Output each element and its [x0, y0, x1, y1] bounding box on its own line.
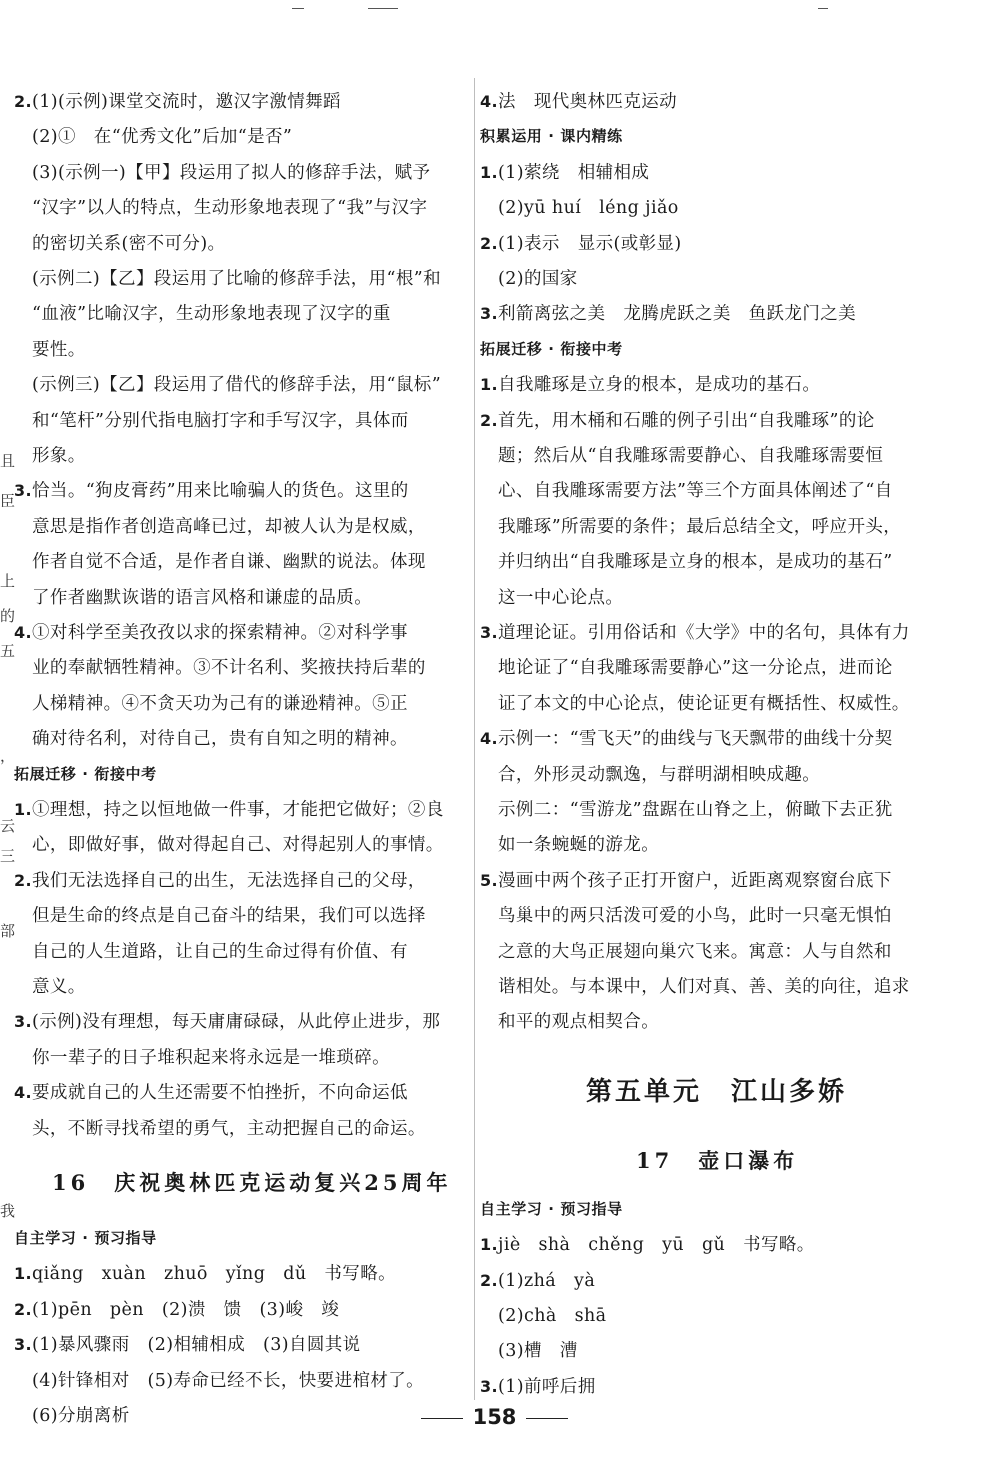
answer-line — [14, 974, 86, 1000]
answer-line — [14, 832, 444, 858]
column-divider — [474, 78, 475, 1400]
answer-text: 作者自觉不合适，是作者自谦、幽默的说法。体现 — [32, 552, 426, 573]
answer-line — [480, 620, 910, 646]
answer-line — [480, 1232, 815, 1258]
item-number: 4. — [480, 92, 499, 111]
answer-line — [480, 939, 892, 965]
answer-text: 要性。 — [32, 339, 86, 360]
answer-text: (2)的国家 — [498, 269, 578, 289]
answer-line — [14, 1261, 396, 1287]
item-number: 4. — [14, 1083, 33, 1103]
section-heading: 拓展迁移 · 衔接中考 — [480, 339, 623, 358]
answer-line — [14, 195, 427, 221]
top-mark — [368, 8, 398, 11]
answer-text: 示例二：“雪游龙”盘踞在山脊之上，俯瞰下去正犹 — [498, 800, 893, 820]
answer-line — [480, 301, 856, 327]
answer-line — [480, 762, 820, 788]
answer-text: 了作者幽默诙谐的语言风格和谦虚的品质。 — [32, 587, 373, 608]
answer-text: 自我雕琢是立身的根本，是成功的基石。 — [498, 375, 821, 396]
section-heading: 自主学习 · 预习指导 — [480, 1199, 623, 1218]
answer-text: (3)槽 漕 — [498, 1341, 578, 1362]
item-number: 2. — [14, 1299, 33, 1319]
answer-line — [480, 372, 820, 398]
item-number: 4. — [14, 623, 33, 642]
item-number: 3. — [14, 1335, 33, 1355]
answer-text: 首先，用木桶和石雕的例子引出“自我雕琢”的论 — [498, 410, 875, 431]
answer-text: (1)(示例)课堂交流时，邀汉字激情舞蹈 — [32, 92, 341, 112]
answer-line — [14, 691, 408, 717]
answer-text: jiè shà chěng yū gǔ 书写略。 — [498, 1235, 815, 1256]
item-number: 3. — [480, 1376, 499, 1396]
item-number: 3. — [480, 623, 499, 642]
chapter-title: 17 壶口瀑布 — [636, 1147, 799, 1173]
answer-text: 你一辈子的日子堆积起来将永远是一堆琐碎。 — [32, 1047, 390, 1068]
item-number: 2. — [14, 870, 33, 890]
answer-line — [480, 195, 679, 221]
answer-line — [480, 1009, 659, 1035]
top-mark — [292, 8, 304, 11]
answer-line — [480, 443, 883, 469]
answer-line — [14, 939, 408, 965]
item-number: 2. — [480, 1270, 499, 1290]
answer-line — [480, 549, 893, 575]
answer-text: (1)萦绕 相辅相成 — [498, 162, 650, 183]
answer-text: 题；然后从“自我雕琢需要静心、自我雕琢需要恒 — [498, 446, 884, 466]
answer-text: 道理论证。引用俗话和《大学》中的名句，具体有力 — [498, 623, 910, 643]
answer-line — [480, 726, 893, 752]
answer-text: 我们无法选择自己的出生，无法选择自己的父母， — [32, 870, 426, 891]
answer-line — [480, 231, 682, 257]
answer-text: 头，不断寻找希望的勇气，主动把握自己的命运。 — [32, 1118, 426, 1139]
answer-text: 形象。 — [32, 446, 86, 466]
item-number: 3. — [480, 304, 499, 324]
answer-text: (2)chà shā — [498, 1306, 607, 1326]
answer-line — [480, 1303, 606, 1329]
answer-line — [480, 89, 677, 115]
margin-fragment: 我 — [0, 1202, 16, 1220]
answer-text: (4)针锋相对 (5)寿命已经不长，快要进棺材了。 — [32, 1370, 425, 1391]
answer-text: 要成就自己的人生还需要不怕挫折，不向命运低 — [32, 1083, 408, 1104]
answer-line — [480, 514, 901, 540]
answer-line — [14, 1297, 339, 1323]
answer-text: 的密切关系(密不可分)。 — [32, 233, 226, 254]
answer-line — [480, 478, 893, 504]
margin-fragment: 臣 — [0, 492, 16, 510]
answer-line — [14, 726, 408, 752]
answer-line — [14, 372, 441, 398]
answer-line — [480, 655, 893, 681]
answer-line — [14, 1045, 390, 1071]
answer-line — [14, 266, 441, 292]
answer-text: 心，即做好事，做对得起自己、对得起别人的事情。 — [32, 835, 444, 856]
answer-text: 利箭离弦之美 龙腾虎跃之美 鱼跃龙门之美 — [498, 304, 857, 325]
answer-text: (示例)没有理想，每天庸庸碌碌，从此停止进步，那 — [32, 1012, 441, 1033]
answer-line — [14, 868, 426, 894]
answer-text: 业的奉献牺牲精神。③不计名利、奖掖扶持后辈的 — [32, 658, 426, 679]
answer-line — [480, 1374, 596, 1400]
answer-text: (3)(示例一)【甲】段运用了拟人的修辞手法，赋予 — [32, 162, 431, 183]
answer-line — [14, 620, 408, 646]
answer-text: 恰当。“狗皮膏药”用来比喻骗人的货色。这里的 — [32, 481, 409, 502]
answer-line — [14, 231, 225, 257]
answer-line — [480, 974, 910, 1000]
margin-fragment: 三 — [0, 847, 16, 865]
answer-text: 但是生命的终点是自己奋斗的结果，我们可以选择 — [32, 906, 426, 927]
answer-line — [14, 408, 409, 434]
item-number: 3. — [14, 481, 33, 501]
answer-text: ①理想，持之以恒地做一件事，才能把它做好；②良 — [32, 800, 444, 820]
margin-fragment: 上 — [0, 572, 16, 590]
answer-text: (示例三)【乙】段运用了借代的修辞手法，用“鼠标” — [32, 375, 442, 396]
answer-text: 漫画中两个孩子正打开窗户，近距离观察窗台底下 — [498, 870, 892, 891]
item-number: 1. — [480, 1235, 499, 1255]
answer-line — [14, 514, 426, 540]
answer-line — [14, 585, 372, 611]
answer-text: 和平的观点相契合。 — [498, 1012, 660, 1033]
answer-text: (1)pēn pèn (2)溃 馈 (3)峻 竣 — [32, 1299, 340, 1320]
margin-fragment: 云 — [0, 817, 16, 835]
answer-line — [14, 549, 426, 575]
margin-fragment: 且 — [0, 452, 16, 470]
answer-text: 意思是指作者创造高峰已过，却被人认为是权威， — [32, 516, 426, 537]
margin-fragment: ， — [0, 747, 16, 765]
item-number: 2. — [14, 92, 33, 111]
margin-fragment: 五 — [0, 642, 16, 660]
answer-text: 确对待名利，对待自己，贵有自知之明的精神。 — [32, 729, 408, 750]
answer-text: (6)分崩离析 — [32, 1406, 130, 1426]
answer-text: (1)前呼后拥 — [498, 1376, 596, 1397]
answer-text: 自己的人生道路，让自己的生命过得有价值、有 — [32, 941, 408, 962]
answer-text: (1)zhá yà — [498, 1270, 596, 1291]
answer-line — [14, 903, 426, 929]
answer-line — [14, 1080, 408, 1106]
answer-text: 如一条蜿蜒的游龙。 — [498, 835, 660, 856]
item-number: 1. — [14, 1264, 33, 1284]
margin-fragment: 的 — [0, 607, 16, 625]
answer-line — [480, 868, 892, 894]
section-heading: 自主学习 · 预习指导 — [14, 1229, 157, 1247]
item-number: 4. — [480, 729, 499, 749]
answer-text: ①对科学至美孜孜以求的探索精神。②对科学事 — [32, 623, 408, 643]
answer-text: (1)暴风骤雨 (2)相辅相成 (3)自圆其说 — [32, 1335, 361, 1356]
answer-line — [480, 797, 893, 823]
footer-dash-right — [526, 1418, 568, 1419]
answer-text: (示例二)【乙】段运用了比喻的修辞手法，用“根”和 — [32, 269, 442, 289]
top-mark — [818, 8, 828, 11]
answer-text: (2)yū huí léng jiǎo — [498, 198, 679, 219]
footer-dash-left — [421, 1418, 463, 1419]
answer-line — [480, 160, 649, 186]
item-number: 5. — [480, 870, 499, 890]
answer-text: 地论证了“自我雕琢需要静心”这一分论点，进而论 — [498, 658, 893, 679]
answer-text: 示例一：“雪飞天”的曲线与飞天飘带的曲线十分契 — [498, 729, 893, 750]
answer-line — [14, 1368, 424, 1394]
item-number: 2. — [480, 410, 499, 430]
answer-line — [480, 1338, 578, 1364]
answer-text: 我雕琢”所需要的条件；最后总结全文，呼应开头， — [498, 516, 902, 537]
answer-text: 这一中心论点。 — [498, 587, 624, 608]
answer-text: (1)表示 显示(或彰显) — [498, 233, 682, 254]
answer-line — [14, 337, 86, 363]
answer-text: 意义。 — [32, 977, 86, 997]
answer-text: 人梯精神。④不贪天功为己有的谦逊精神。⑤正 — [32, 693, 408, 714]
item-number: 1. — [14, 800, 33, 819]
answer-line — [14, 655, 426, 681]
answer-line — [480, 1268, 595, 1294]
answer-line — [14, 89, 341, 115]
answer-line — [480, 691, 910, 717]
answer-text: 合，外形灵动飘逸，与群明湖相映成趣。 — [498, 764, 821, 785]
answer-text: 法 现代奥林匹克运动 — [498, 92, 678, 112]
answer-text: qiǎng xuàn zhuō yǐng dǔ 书写略。 — [32, 1264, 396, 1285]
answer-line — [14, 1009, 440, 1035]
answer-text: 鸟巢中的两只活泼可爱的小鸟，此时一只毫无惧怕 — [498, 906, 892, 927]
section-heading: 积累运用 · 课内精练 — [480, 127, 623, 146]
answer-line — [480, 832, 659, 858]
answer-line — [14, 124, 292, 150]
answer-line — [14, 301, 391, 327]
answer-text: 谐相处。与本课中，人们对真、善、美的向往，追求 — [498, 977, 910, 997]
answer-line — [14, 160, 430, 186]
unit-title: 第五单元 江山多娇 — [586, 1076, 848, 1107]
answer-text: 和“笔杆”分别代指电脑打字和手写汉字，具体而 — [32, 410, 409, 431]
answer-text: 证了本文的中心论点，使论证更有概括性、权威性。 — [498, 693, 910, 714]
chapter-title: 16 庆祝奥林匹克运动复兴25周年 — [52, 1170, 452, 1195]
answer-line — [14, 797, 444, 823]
answer-line — [480, 266, 578, 292]
answer-text: 并归纳出“自我雕琢是立身的根本，是成功的基石” — [498, 552, 893, 573]
answer-line — [14, 1116, 426, 1142]
section-heading: 拓展迁移 · 衔接中考 — [14, 764, 157, 783]
item-number: 3. — [14, 1012, 33, 1032]
answer-text: 之意的大鸟正展翅向巢穴飞来。寓意：人与自然和 — [498, 941, 892, 962]
page-number: 158 — [472, 1405, 517, 1429]
answer-line — [480, 408, 875, 434]
answer-line — [14, 478, 409, 504]
answer-line — [14, 1332, 361, 1358]
answer-text: “汉字”以人的特点，生动形象地表现了“我”与汉字 — [32, 198, 428, 219]
answer-line — [480, 903, 892, 929]
item-number: 1. — [480, 375, 499, 395]
answer-text: “血液”比喻汉字，生动形象地表现了汉字的重 — [32, 304, 391, 325]
item-number: 1. — [480, 162, 499, 182]
page-footer — [0, 1405, 989, 1429]
answer-text: 心、自我雕琢需要方法”等三个方面具体阐述了“自 — [498, 481, 893, 502]
item-number: 2. — [480, 233, 499, 253]
answer-line — [14, 443, 86, 469]
answer-line — [480, 585, 623, 611]
margin-fragment: 部 — [0, 922, 16, 940]
answer-text: (2)① 在“优秀文化”后加“是否” — [32, 127, 293, 148]
